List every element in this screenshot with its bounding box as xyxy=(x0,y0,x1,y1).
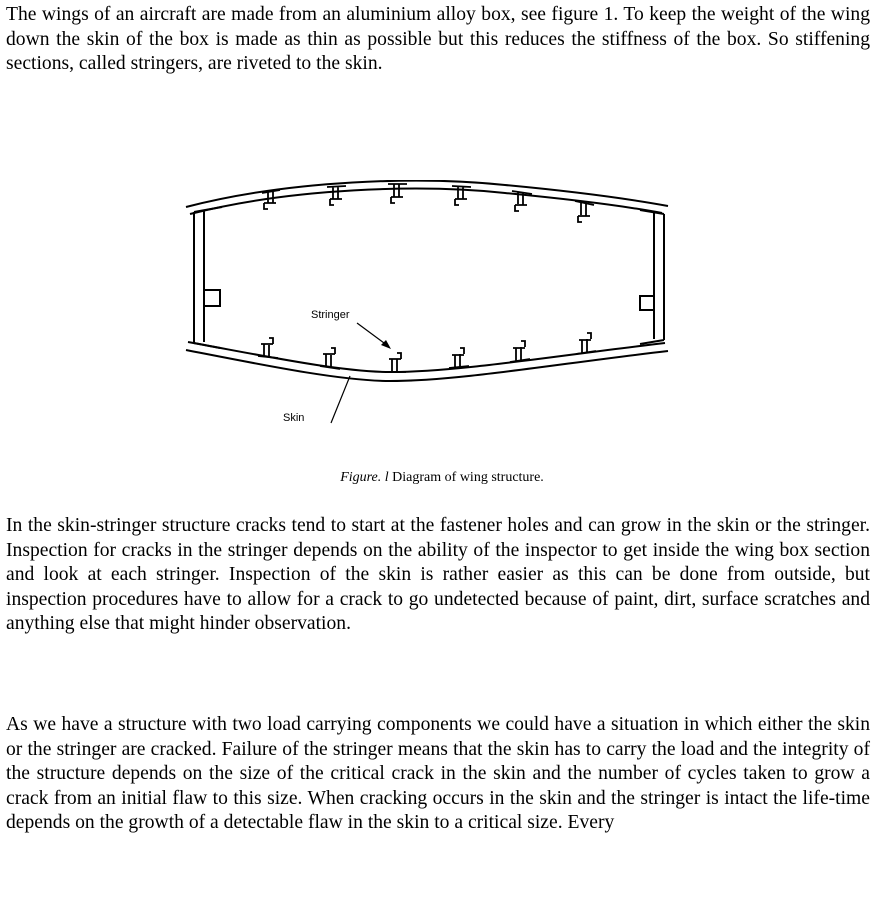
intro-paragraph: The wings of an aircraft are made from an aluminium alloy box, see figure 1. To keep the weight of the wing down the skin of the box is made as thin as possible but this reduces the stiffness of the box. So stiffening sections, called stringers, are riveted to the skin. xyxy=(6,4,870,74)
load-paragraph: As we have a structure with two load carrying components we could have a situation in which either the skin or the stringer are cracked. Failure of the stringer means that the skin has to carry the load and the integrity of the structure depends on the size of the critical crack in the skin and the number of cycles taken to grow a crack from an initial flaw to this size. When cracking occurs in the skin and the stringer is intact the life-time depends on the growth of a detectable flaw in the skin to a critical size. Every xyxy=(6,714,870,833)
right-spar xyxy=(640,210,664,344)
stringer-label: Stringer xyxy=(311,309,350,321)
stringer-leader-line xyxy=(357,323,388,346)
wing-structure-diagram xyxy=(180,180,680,430)
skin-leader-line xyxy=(331,376,350,423)
left-spar xyxy=(194,207,222,348)
figure-number: Figure. l xyxy=(340,470,389,485)
skin-label: Skin xyxy=(283,412,305,424)
figure-caption xyxy=(0,470,884,486)
cracks-paragraph: In the skin-stringer structure cracks tend to start at the fastener holes and can grow in the skin or the stringer. Inspection for cracks in the stringer depends on the ability of the inspector to get inside the wing box section and look at each stringer. Inspection of the skin is rather easier as this can be done from outside, but inspection procedures have to allow for a crack to go undetected because of paint, dirt, surface scratches and anything else that might hinder observation. xyxy=(6,515,870,634)
figure-caption-text: Diagram of wing structure. xyxy=(388,470,544,485)
